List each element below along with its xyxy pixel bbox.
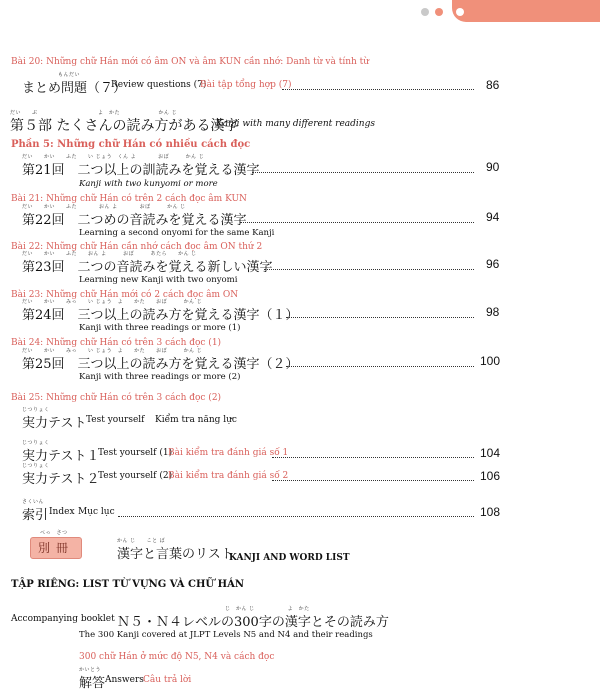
l23-jp[interactable]: 第23回 二つの音読みを覚える新しい漢字 xyxy=(22,260,273,275)
test1-en: Test yourself (1) xyxy=(98,448,173,458)
answers-jp[interactable]: 解答 xyxy=(79,676,106,691)
l22-en: Learning a second onyomi for the same Kanji xyxy=(79,228,275,238)
booklet-sub: The 300 Kanji covered at JLPT Levels N5 and N4 and their readings xyxy=(79,630,373,640)
booklet-vn: 300 chữ Hán ở mức độ N5, N4 và cách đọc xyxy=(79,652,275,662)
l22-vn-header: Bài 21: Những chữ Hán có trên 2 cách đọc âm KUN xyxy=(11,194,247,204)
l25-jp[interactable]: 第25回 三つ以上の読み方を覚える漢字（２） xyxy=(22,357,299,372)
page-number: 100 xyxy=(480,354,501,368)
part5-en: Kanji with many different readings xyxy=(216,119,375,129)
badge-furigana: べっ さつ xyxy=(40,530,68,536)
pager-dot-1[interactable] xyxy=(421,8,429,16)
booklet-en: Accompanying booklet xyxy=(11,614,115,624)
bessatsu-furigana: かん じ こと ば xyxy=(117,538,166,544)
pager-dot-3[interactable] xyxy=(456,8,464,16)
l22-furigana: だい かい ふた おん よ おぼ かん じ xyxy=(22,204,186,210)
test1-furigana: じつりょく xyxy=(22,440,50,446)
l23-furigana: だい かい ふた おん よ おぼ あたら かん じ xyxy=(22,251,197,257)
leader-dots xyxy=(272,457,474,458)
tap-rieng-heading: TẬP RIÊNG: LIST TỪ VỰNG VÀ CHỮ HÁN xyxy=(11,579,244,590)
phan5-vn: Phần 5: Những chữ Hán có nhiều cách đọc xyxy=(11,139,251,150)
answers-en: Answers xyxy=(105,675,144,685)
index-vn: Mục lục xyxy=(78,507,115,517)
test-en: Test yourself xyxy=(86,415,145,425)
index-furigana: さくいん xyxy=(22,499,45,505)
page-number: 96 xyxy=(486,257,500,271)
test1-vn: Bài kiểm tra đánh giá số 1 xyxy=(168,448,289,458)
leader-dots xyxy=(282,89,474,90)
review-furigana: もんだい xyxy=(58,72,81,78)
lesson-20-vn: Bài 20: Những chữ Hán mới có âm ON và âm KUN cần nhớ: Danh từ và tính từ xyxy=(11,57,370,67)
test2-furigana: じつりょく xyxy=(22,463,50,469)
test-jp[interactable]: 実力テスト xyxy=(22,416,87,431)
pager-dot-2[interactable] xyxy=(435,8,443,16)
l23-vn-header: Bài 22: Những chữ Hán cần nhớ cách đọc âm ON thứ 2 xyxy=(11,242,263,252)
review-en: Review questions (7) xyxy=(111,80,207,90)
test-vn: Kiểm tra năng lực xyxy=(155,415,237,425)
test-furigana: じつりょく xyxy=(22,407,50,413)
bessatsu-jp[interactable]: 漢字と言葉のリスト xyxy=(117,547,234,562)
leader-dots xyxy=(264,269,474,270)
page-number: 94 xyxy=(486,210,500,224)
l25-vn-header: Bài 25: Những chữ Hán có trên 3 cách đọc (2) xyxy=(11,393,222,403)
leader-dots xyxy=(286,366,474,367)
l24-jp[interactable]: 第24回 三つ以上の読み方を覚える漢字（１） xyxy=(22,308,299,323)
l21-furigana: だい かい ふた い じょう くん よ おぼ かん じ xyxy=(22,154,205,160)
bessatsu-en: KANJI AND WORD LIST xyxy=(229,553,350,563)
bessatsu-badge: 別冊 xyxy=(30,537,82,559)
page-number: 90 xyxy=(486,160,500,174)
test2-jp[interactable]: 実力テスト２ xyxy=(22,472,100,487)
review-jp[interactable]: まとめ問題（７） xyxy=(22,81,127,96)
page-number: 104 xyxy=(480,446,501,460)
leader-dots xyxy=(272,480,474,481)
answers-vn: Câu trả lời xyxy=(143,675,192,685)
part5-furigana: だい ぶ よ かた かん じ xyxy=(10,110,178,116)
l21-jp[interactable]: 第21回 二つ以上の訓読みを覚える漢字 xyxy=(22,163,260,178)
l24-vn-header: Bài 23: Những chữ Hán mới có 2 cách đọc âm ON xyxy=(11,290,239,300)
l25-en: Kanji with three readings or more (2) xyxy=(79,372,241,382)
l24-furigana: だい かい みっ い じょう よ かた おぼ かん じ xyxy=(22,299,203,305)
review-vn: Bài tập tổng hợp (7) xyxy=(200,80,292,90)
leader-dots xyxy=(240,222,474,223)
page-number: 106 xyxy=(480,469,501,483)
l22-jp[interactable]: 第22回 二つめの音読みを覚える漢字 xyxy=(22,213,247,228)
test2-vn: Bài kiểm tra đánh giá số 2 xyxy=(168,471,289,481)
header-tab xyxy=(452,0,600,22)
page-number: 108 xyxy=(480,505,501,519)
test1-jp[interactable]: 実力テスト１ xyxy=(22,449,100,464)
test2-en: Test yourself (2) xyxy=(98,471,173,481)
l24-en: Kanji with three readings or more (1) xyxy=(79,323,241,333)
l25-vn-header: Bài 24: Những chữ Hán có trên 3 cách đọc (1) xyxy=(11,338,222,348)
leader-dots xyxy=(252,172,474,173)
l23-en: Learning new Kanji with two onyomi xyxy=(79,275,238,285)
index-jp[interactable]: 索引 xyxy=(22,508,49,523)
part5-title[interactable]: 第５部 たくさんの読み方がある漢字 xyxy=(10,118,239,134)
leader-dots xyxy=(118,516,474,517)
leader-dots xyxy=(286,317,474,318)
l25-furigana: だい かい みっ い じょう よ かた おぼ かん じ xyxy=(22,348,203,354)
booklet-furigana: じ かん じ よ かた xyxy=(225,606,310,612)
index-en: Index xyxy=(49,507,75,517)
page-number: 98 xyxy=(486,305,500,319)
answers-furigana: かいとう xyxy=(79,667,102,673)
page-number: 86 xyxy=(486,78,500,92)
booklet-jp[interactable]: Ｎ５・Ｎ４レベルの300字の漢字とその読み方 xyxy=(117,615,389,630)
l21-en: Kanji with two kunyomi or more xyxy=(79,179,218,189)
